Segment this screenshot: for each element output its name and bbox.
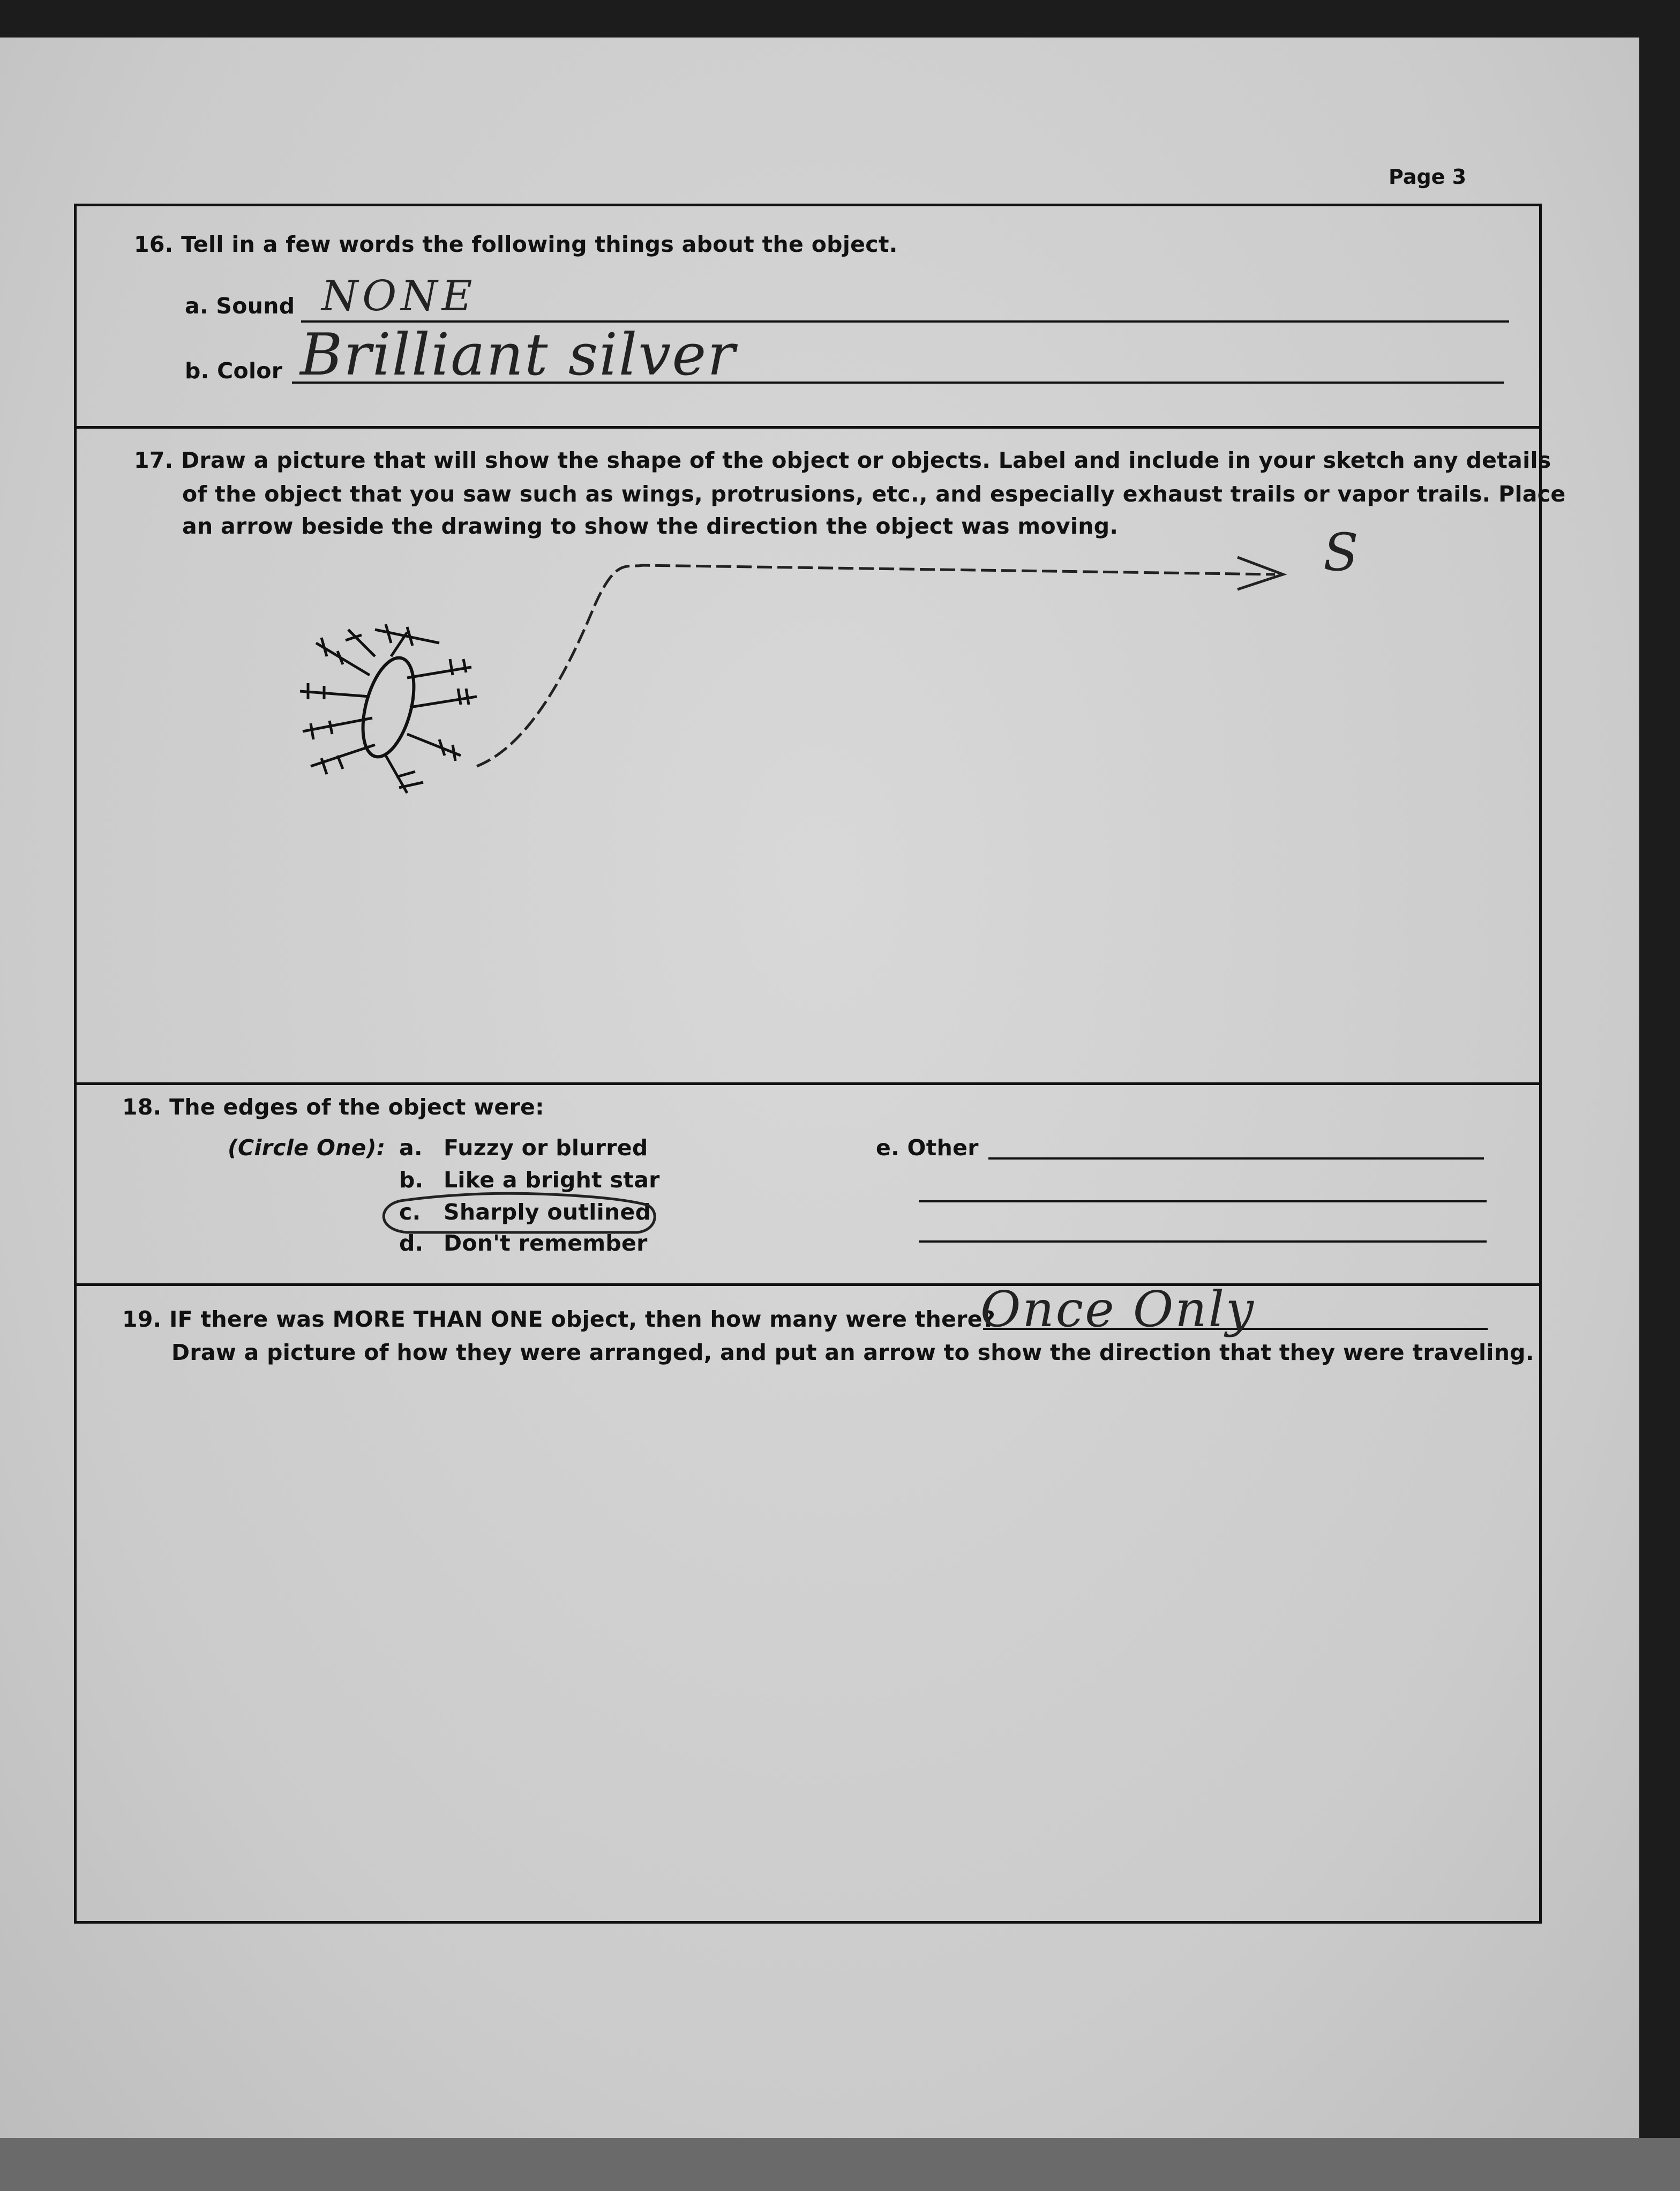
other-line-3[interactable] xyxy=(919,1240,1487,1243)
q17-prompt-line3: an arrow beside the drawing to show the direction the object was moving. xyxy=(182,513,1119,539)
q18-prompt: 18. The edges of the object were: xyxy=(122,1094,544,1120)
option-c-letter: c. xyxy=(399,1199,421,1225)
other-line-1[interactable] xyxy=(988,1157,1484,1160)
q19-prompt-line2: Draw a picture of how they were arranged, and put an arrow to show the direction that they were traveling. xyxy=(171,1340,1534,1365)
option-a-letter: a. xyxy=(399,1135,423,1161)
q17-prompt-line2: of the object that you saw such as wings, protrusions, etc., and especially exhaust trails or vapor trails. Place xyxy=(182,481,1566,507)
option-d-letter: d. xyxy=(399,1230,424,1256)
option-b-text[interactable]: Like a bright star xyxy=(444,1167,660,1193)
option-c-text[interactable]: Sharply outlined xyxy=(444,1199,651,1225)
color-answer[interactable]: Brilliant silver xyxy=(300,321,736,388)
q17-prompt-line1: 17. Draw a picture that will show the shape of the object or objects. Label and include in your sketch any details xyxy=(134,447,1551,473)
other-label: e. Other xyxy=(876,1135,979,1161)
q16-prompt: 16. Tell in a few words the following things about the object. xyxy=(134,231,898,257)
q19-prompt: 19. IF there was MORE THAN ONE object, then how many were there? xyxy=(122,1306,995,1332)
option-b-letter: b. xyxy=(399,1167,424,1193)
direction-label: S xyxy=(1323,522,1359,582)
q16-color-label: b. Color xyxy=(185,358,283,384)
circle-mark-icon xyxy=(384,1193,655,1232)
q16-sound-label: a. Sound xyxy=(185,293,295,319)
option-a-text[interactable]: Fuzzy or blurred xyxy=(444,1135,648,1161)
q19-answer[interactable]: Once Only xyxy=(980,1281,1255,1338)
page-number: Page 3 xyxy=(1389,165,1467,189)
other-line-2[interactable] xyxy=(919,1200,1487,1202)
option-d-text[interactable]: Don't remember xyxy=(444,1230,648,1256)
q18-instruction: (Circle One): xyxy=(228,1135,386,1161)
sound-answer[interactable]: NONE xyxy=(321,272,477,320)
